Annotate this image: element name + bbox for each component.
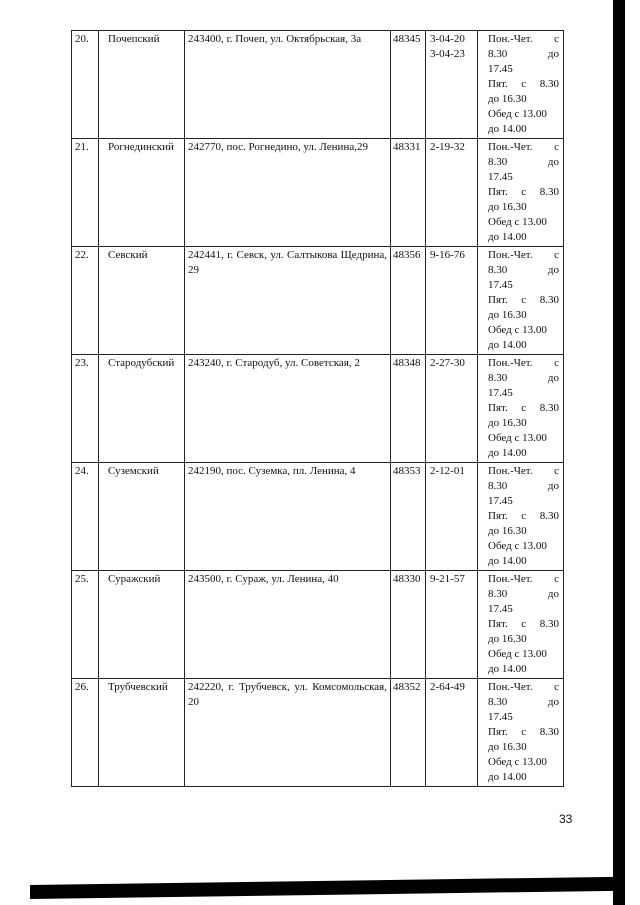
phone-number: 9-21-57 xyxy=(430,573,465,585)
row-number: 21. xyxy=(72,139,99,247)
hours-line: Обед с 13.00 xyxy=(488,108,547,120)
hours-line: до 16.30 xyxy=(488,525,527,537)
table-row xyxy=(72,355,564,463)
working-hours xyxy=(478,463,564,571)
phone-code: 48345 xyxy=(391,31,426,139)
phone-numbers xyxy=(426,463,478,571)
phone-code: 48353 xyxy=(391,463,426,571)
table-body xyxy=(72,31,564,787)
row-number: 22. xyxy=(72,247,99,355)
address: 242770, пос. Рогнедино, ул. Ленина,29 xyxy=(185,139,391,247)
hours-line: 17.45 xyxy=(488,63,513,75)
hours-line: Обед с 13.00 xyxy=(488,648,547,660)
hours-line: до 14.00 xyxy=(488,447,527,459)
hours-line: 8.30 до xyxy=(488,372,559,384)
hours-line: Обед с 13.00 xyxy=(488,216,547,228)
hours-line: 8.30 до xyxy=(488,588,559,600)
hours-line: до 16.30 xyxy=(488,309,527,321)
phone-numbers xyxy=(426,139,478,247)
district-name: Суражский xyxy=(99,571,185,679)
phone-number: 3-04-23 xyxy=(430,48,465,60)
phone-numbers xyxy=(426,355,478,463)
district-name: Севский xyxy=(99,247,185,355)
table-row xyxy=(72,139,564,247)
hours-line: Пят. с 8.30 xyxy=(488,510,559,522)
scan-border-bottom xyxy=(30,877,625,899)
scan-border-right xyxy=(613,0,625,905)
table-row xyxy=(72,31,564,139)
table-row xyxy=(72,679,564,787)
hours-line: 8.30 до xyxy=(488,264,559,276)
phone-number: 2-27-30 xyxy=(430,357,465,369)
hours-line: Пят. с 8.30 xyxy=(488,186,559,198)
working-hours xyxy=(478,247,564,355)
hours-line: Пят. с 8.30 xyxy=(488,726,559,738)
phone-code: 48356 xyxy=(391,247,426,355)
row-number: 25. xyxy=(72,571,99,679)
hours-line: 17.45 xyxy=(488,171,513,183)
hours-line: до 14.00 xyxy=(488,771,527,783)
phone-code: 48348 xyxy=(391,355,426,463)
hours-line: Пят. с 8.30 xyxy=(488,402,559,414)
phone-numbers xyxy=(426,571,478,679)
working-hours xyxy=(478,355,564,463)
hours-line: Обед с 13.00 xyxy=(488,432,547,444)
hours-line: 17.45 xyxy=(488,279,513,291)
hours-line: Пон.-Чет. с xyxy=(488,141,559,153)
hours-line: 17.45 xyxy=(488,387,513,399)
hours-line: Пон.-Чет. с xyxy=(488,33,559,45)
phone-number: 2-64-49 xyxy=(430,681,465,693)
address: 243240, г. Стародуб, ул. Советская, 2 xyxy=(185,355,391,463)
hours-line: Обед с 13.00 xyxy=(488,756,547,768)
phone-number: 2-19-32 xyxy=(430,141,465,153)
working-hours xyxy=(478,571,564,679)
hours-line: Пон.-Чет. с xyxy=(488,465,559,477)
hours-line: 17.45 xyxy=(488,495,513,507)
hours-line: 8.30 до xyxy=(488,696,559,708)
hours-line: до 16.30 xyxy=(488,741,527,753)
hours-line: Пят. с 8.30 xyxy=(488,294,559,306)
hours-line: Пон.-Чет. с xyxy=(488,573,559,585)
district-name: Трубчевский xyxy=(99,679,185,787)
working-hours xyxy=(478,139,564,247)
hours-line: 8.30 до xyxy=(488,48,559,60)
district-office-table xyxy=(71,30,564,787)
hours-line: Пон.-Чет. с xyxy=(488,681,559,693)
address: 243400, г. Почеп, ул. Октябрьская, 3а xyxy=(185,31,391,139)
hours-line: Пят. с 8.30 xyxy=(488,618,559,630)
hours-line: Обед с 13.00 xyxy=(488,540,547,552)
page-number: 33 xyxy=(559,812,573,826)
district-name: Суземский xyxy=(99,463,185,571)
hours-line: до 16.30 xyxy=(488,633,527,645)
phone-numbers xyxy=(426,31,478,139)
address: 243500, г. Сураж, ул. Ленина, 40 xyxy=(185,571,391,679)
phone-number: 9-16-76 xyxy=(430,249,465,261)
phone-numbers xyxy=(426,679,478,787)
hours-line: до 14.00 xyxy=(488,555,527,567)
table-row xyxy=(72,463,564,571)
table-row xyxy=(72,571,564,679)
table-row xyxy=(72,247,564,355)
phone-code: 48330 xyxy=(391,571,426,679)
hours-line: до 14.00 xyxy=(488,231,527,243)
district-name: Рогнединский xyxy=(99,139,185,247)
working-hours xyxy=(478,679,564,787)
hours-line: до 14.00 xyxy=(488,123,527,135)
hours-line: Пят. с 8.30 xyxy=(488,78,559,90)
hours-line: Обед с 13.00 xyxy=(488,324,547,336)
hours-line: до 14.00 xyxy=(488,339,527,351)
hours-line: Пон.-Чет. с xyxy=(488,249,559,261)
hours-line: до 16.30 xyxy=(488,417,527,429)
address: 242441, г. Севск, ул. Салтыкова Щедрина, 29 xyxy=(185,247,391,355)
hours-line: 17.45 xyxy=(488,603,513,615)
hours-line: до 16.30 xyxy=(488,93,527,105)
row-number: 24. xyxy=(72,463,99,571)
hours-line: Пон.-Чет. с xyxy=(488,357,559,369)
address: 242220, г. Трубчевск, ул. Комсомольская, 20 xyxy=(185,679,391,787)
hours-line: 8.30 до xyxy=(488,156,559,168)
row-number: 23. xyxy=(72,355,99,463)
phone-code: 48352 xyxy=(391,679,426,787)
address: 242190, пос. Суземка, пл. Ленина, 4 xyxy=(185,463,391,571)
row-number: 26. xyxy=(72,679,99,787)
district-name: Стародубский xyxy=(99,355,185,463)
district-name: Почепский xyxy=(99,31,185,139)
working-hours xyxy=(478,31,564,139)
hours-line: до 14.00 xyxy=(488,663,527,675)
phone-code: 48331 xyxy=(391,139,426,247)
phone-number: 2-12-01 xyxy=(430,465,465,477)
hours-line: 8.30 до xyxy=(488,480,559,492)
row-number: 20. xyxy=(72,31,99,139)
hours-line: до 16.30 xyxy=(488,201,527,213)
phone-numbers xyxy=(426,247,478,355)
hours-line: 17.45 xyxy=(488,711,513,723)
phone-number: 3-04-20 xyxy=(430,33,465,45)
